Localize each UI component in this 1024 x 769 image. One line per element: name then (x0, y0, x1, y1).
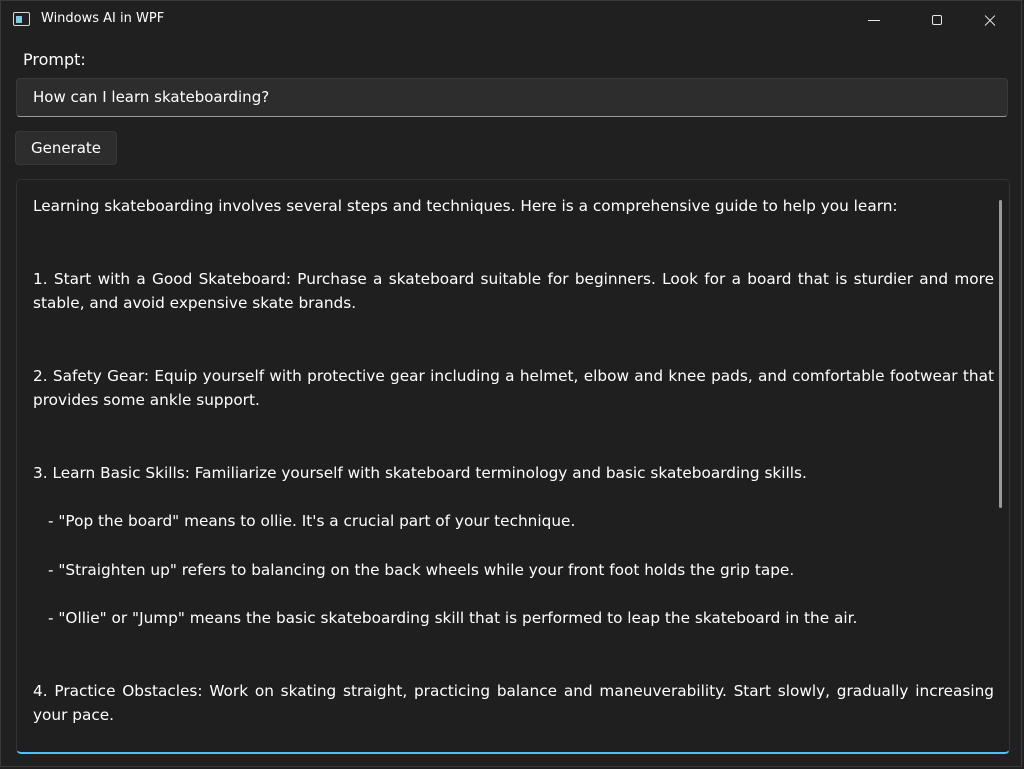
response-step-1: 1. Start with a Good Skateboard: Purchase a skateboard suitable for beginners. Look for a board that is sturdier and more stable, and avoid expensive skate brands. (33, 269, 994, 312)
title-bar[interactable] (1, 1, 1021, 39)
close-icon (983, 13, 997, 27)
prompt-input[interactable]: How can I learn skateboarding? (16, 78, 1008, 117)
close-button[interactable] (967, 1, 1013, 39)
prompt-label: Prompt: (23, 50, 86, 69)
response-bullet: - "Pop the board" means to ollie. It's a crucial part of your technique. (48, 512, 576, 530)
maximize-button[interactable] (914, 1, 960, 39)
response-step-2: 2. Safety Gear: Equip yourself with protective gear including a helmet, elbow and knee pads, and comfortable footwear that provides some ankle support. (33, 366, 994, 409)
minimize-button[interactable] (851, 1, 897, 39)
app-icon (13, 12, 30, 26)
response-output[interactable] (16, 179, 1010, 754)
window-title: Windows AI in WPF (41, 11, 165, 26)
response-text (33, 194, 994, 728)
response-step-3: 3. Learn Basic Skills: Familiarize yourself with skateboard terminology and basic skateboarding skills. (33, 463, 807, 482)
minimize-icon (868, 20, 880, 21)
vertical-scrollbar[interactable] (999, 200, 1002, 508)
generate-button[interactable]: Generate (15, 131, 117, 165)
maximize-icon (932, 15, 942, 25)
response-bullet: - "Straighten up" refers to balancing on the back wheels while your front foot holds the grip tape. (48, 560, 795, 579)
response-intro: Learning skateboarding involves several steps and techniques. Here is a comprehensive guide to help you learn: (33, 197, 898, 215)
response-bullet: - "Ollie" or "Jump" means the basic skateboarding skill that is performed to leap the skateboard in the air. (48, 609, 858, 627)
response-step-4: 4. Practice Obstacles: Work on skating straight, practicing balance and maneuverability. Start slowly, gradually increasing your pace. (33, 681, 994, 724)
